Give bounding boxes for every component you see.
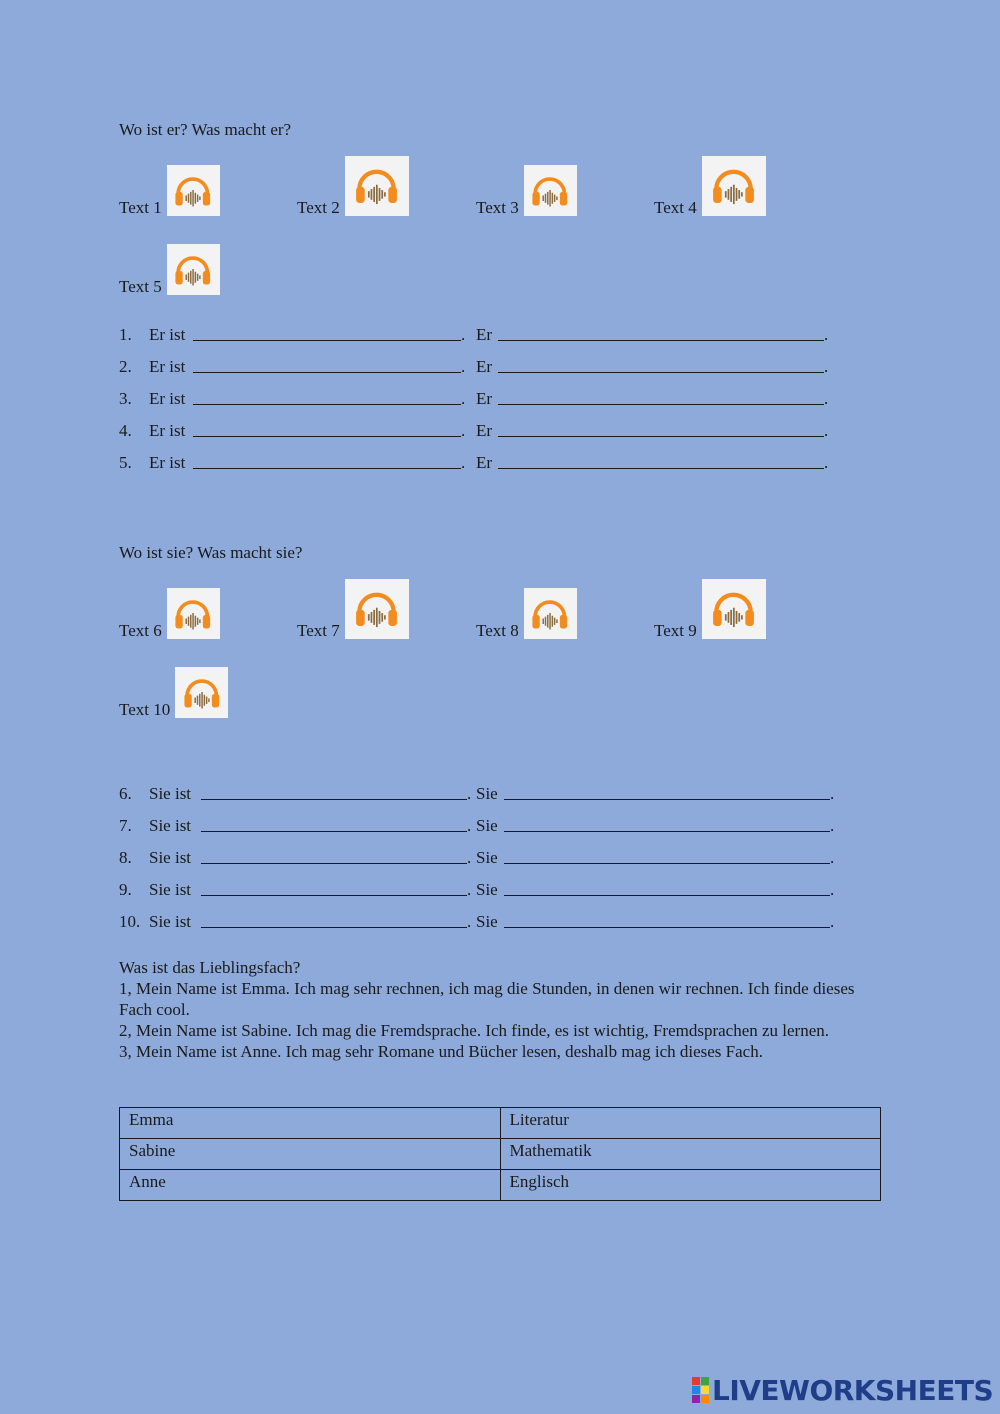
item-number: 3. — [119, 389, 132, 408]
audio-item-text7 — [297, 579, 409, 639]
item-number: 2. — [119, 357, 132, 376]
answer-row — [119, 912, 859, 934]
period-1: . — [467, 912, 472, 931]
activity-blank[interactable] — [498, 468, 824, 469]
play-audio-button-2[interactable] — [345, 156, 409, 216]
period-2: . — [824, 389, 829, 408]
play-audio-button-9[interactable] — [702, 579, 766, 639]
sentence-second: Er — [476, 325, 493, 344]
answer-row — [119, 421, 859, 443]
table-row — [120, 1139, 881, 1170]
sentence-start: Er ist — [149, 325, 186, 344]
audio-item-text10 — [119, 667, 228, 718]
item-number: 9. — [119, 880, 132, 899]
period-1: . — [461, 357, 466, 376]
headphones-icon — [706, 583, 761, 635]
item-number: 6. — [119, 784, 132, 803]
sentence-start: Er ist — [149, 453, 186, 472]
activity-blank[interactable] — [498, 372, 824, 373]
subject-cell[interactable]: Literatur — [500, 1108, 881, 1139]
item-number: 10. — [119, 912, 141, 931]
activity-blank[interactable] — [498, 436, 824, 437]
item-number: 7. — [119, 816, 132, 835]
answer-row — [119, 816, 859, 838]
answer-row — [119, 389, 859, 411]
audio-label: Text 1 — [119, 198, 162, 217]
activity-blank[interactable] — [504, 863, 830, 864]
section2-heading: Wo ist sie? Was macht sie? — [119, 543, 303, 562]
item-number: 1. — [119, 325, 132, 344]
play-audio-button-5[interactable] — [167, 244, 220, 295]
play-audio-button-6[interactable] — [167, 588, 220, 639]
audio-label: Text 5 — [119, 277, 162, 296]
period-1: . — [467, 784, 472, 803]
period-1: . — [467, 816, 472, 835]
logo-text: LIVEWORKSHEETS — [712, 1373, 994, 1407]
headphones-icon — [527, 592, 573, 636]
sentence-second: Sie — [476, 784, 498, 803]
activity-blank[interactable] — [498, 340, 824, 341]
period-1: . — [461, 389, 466, 408]
play-audio-button-8[interactable] — [524, 588, 577, 639]
sentence-second: Er — [476, 421, 493, 440]
play-audio-button-3[interactable] — [524, 165, 577, 216]
audio-label: Text 10 — [119, 700, 171, 719]
headphones-icon — [706, 160, 761, 212]
sentence-start: Sie ist — [149, 848, 192, 867]
audio-item-text3 — [476, 165, 577, 216]
answer-row — [119, 453, 859, 475]
answer-row — [119, 784, 859, 806]
section3-heading: Was ist das Lieblingsfach? — [119, 958, 301, 977]
sentence-start: Er ist — [149, 421, 186, 440]
audio-label: Text 9 — [654, 621, 697, 640]
section1-audio-row — [119, 152, 839, 216]
sentence-second: Er — [476, 357, 493, 376]
period-2: . — [830, 880, 835, 899]
answer-row — [119, 848, 859, 870]
sentence-start: Sie ist — [149, 816, 192, 835]
period-1: . — [467, 848, 472, 867]
play-audio-button-7[interactable] — [345, 579, 409, 639]
headphones-icon — [527, 169, 573, 213]
location-blank[interactable] — [201, 895, 467, 896]
sentence-start: Er ist — [149, 357, 186, 376]
name-cell[interactable]: Emma — [120, 1108, 501, 1139]
location-blank[interactable] — [201, 831, 467, 832]
period-1: . — [467, 880, 472, 899]
period-2: . — [824, 325, 829, 344]
headphones-icon — [170, 592, 216, 636]
sentence-start: Sie ist — [149, 912, 192, 931]
location-blank[interactable] — [193, 404, 461, 405]
audio-label: Text 7 — [297, 621, 340, 640]
section2-audio-row — [119, 575, 839, 639]
sentence-second: Sie — [476, 880, 498, 899]
period-2: . — [830, 816, 835, 835]
sentence-second: Sie — [476, 848, 498, 867]
headphones-icon — [170, 169, 216, 213]
answer-row — [119, 357, 859, 379]
headphones-icon — [179, 671, 225, 715]
paragraph-emma: 1, Mein Name ist Emma. Ich mag sehr rechnen, ich mag die Stunden, in denen wir rechnen. Ich finde dieses Fach cool. — [119, 979, 855, 1019]
subject-cell[interactable]: Englisch — [500, 1170, 881, 1201]
liveworksheets-logo[interactable] — [692, 1374, 993, 1406]
item-number: 8. — [119, 848, 132, 867]
audio-item-text4 — [654, 156, 766, 216]
period-2: . — [830, 912, 835, 931]
play-audio-button-4[interactable] — [702, 156, 766, 216]
audio-label: Text 6 — [119, 621, 162, 640]
name-cell[interactable]: Sabine — [120, 1139, 501, 1170]
matching-table — [119, 1107, 881, 1201]
activity-blank[interactable] — [504, 831, 830, 832]
location-blank[interactable] — [201, 927, 467, 928]
activity-blank[interactable] — [504, 895, 830, 896]
audio-item-text8 — [476, 588, 577, 639]
table-row — [120, 1170, 881, 1201]
period-1: . — [461, 325, 466, 344]
period-2: . — [824, 421, 829, 440]
sentence-start: Er ist — [149, 389, 186, 408]
table-row — [120, 1108, 881, 1139]
period-2: . — [830, 784, 835, 803]
location-blank[interactable] — [193, 468, 461, 469]
sentence-second: Sie — [476, 816, 498, 835]
headphones-icon — [349, 160, 404, 212]
headphones-icon — [170, 248, 216, 292]
audio-label: Text 4 — [654, 198, 697, 217]
period-1: . — [461, 421, 466, 440]
audio-label: Text 2 — [297, 198, 340, 217]
audio-label: Text 8 — [476, 621, 519, 640]
period-1: . — [461, 453, 466, 472]
answer-row — [119, 325, 859, 347]
location-blank[interactable] — [201, 863, 467, 864]
headphones-icon — [349, 583, 404, 635]
location-blank[interactable] — [201, 799, 467, 800]
section1-audio-row-2 — [119, 231, 839, 295]
answer-row — [119, 880, 859, 902]
audio-item-text1 — [119, 165, 220, 216]
play-audio-button-10[interactable] — [175, 667, 228, 718]
location-blank[interactable] — [193, 436, 461, 437]
sentence-second: Er — [476, 389, 493, 408]
sentence-start: Sie ist — [149, 880, 192, 899]
sentence-second: Sie — [476, 912, 498, 931]
audio-item-text2 — [297, 156, 409, 216]
period-2: . — [824, 357, 829, 376]
section2-audio-row-2 — [119, 654, 839, 718]
subject-cell[interactable]: Mathematik — [500, 1139, 881, 1170]
location-blank[interactable] — [193, 372, 461, 373]
paragraph-anne: 3, Mein Name ist Anne. Ich mag sehr Romane und Bücher lesen, deshalb mag ich dieses Fach. — [119, 1042, 763, 1061]
activity-blank[interactable] — [504, 927, 830, 928]
play-audio-button-1[interactable] — [167, 165, 220, 216]
item-number: 4. — [119, 421, 132, 440]
period-2: . — [824, 453, 829, 472]
sentence-second: Er — [476, 453, 493, 472]
name-cell[interactable]: Anne — [120, 1170, 501, 1201]
audio-item-text6 — [119, 588, 220, 639]
period-2: . — [830, 848, 835, 867]
reading-text — [119, 957, 879, 1062]
item-number: 5. — [119, 453, 132, 472]
location-blank[interactable] — [193, 340, 461, 341]
audio-item-text9 — [654, 579, 766, 639]
activity-blank[interactable] — [498, 404, 824, 405]
activity-blank[interactable] — [504, 799, 830, 800]
paragraph-sabine: 2, Mein Name ist Sabine. Ich mag die Fremdsprache. Ich finde, es ist wichtig, Fremdsprachen zu lernen. — [119, 1021, 830, 1040]
audio-label: Text 3 — [476, 198, 519, 217]
audio-item-text5 — [119, 244, 220, 295]
sentence-start: Sie ist — [149, 784, 192, 803]
section1-heading: Wo ist er? Was macht er? — [119, 120, 292, 139]
logo-mark — [692, 1377, 709, 1403]
